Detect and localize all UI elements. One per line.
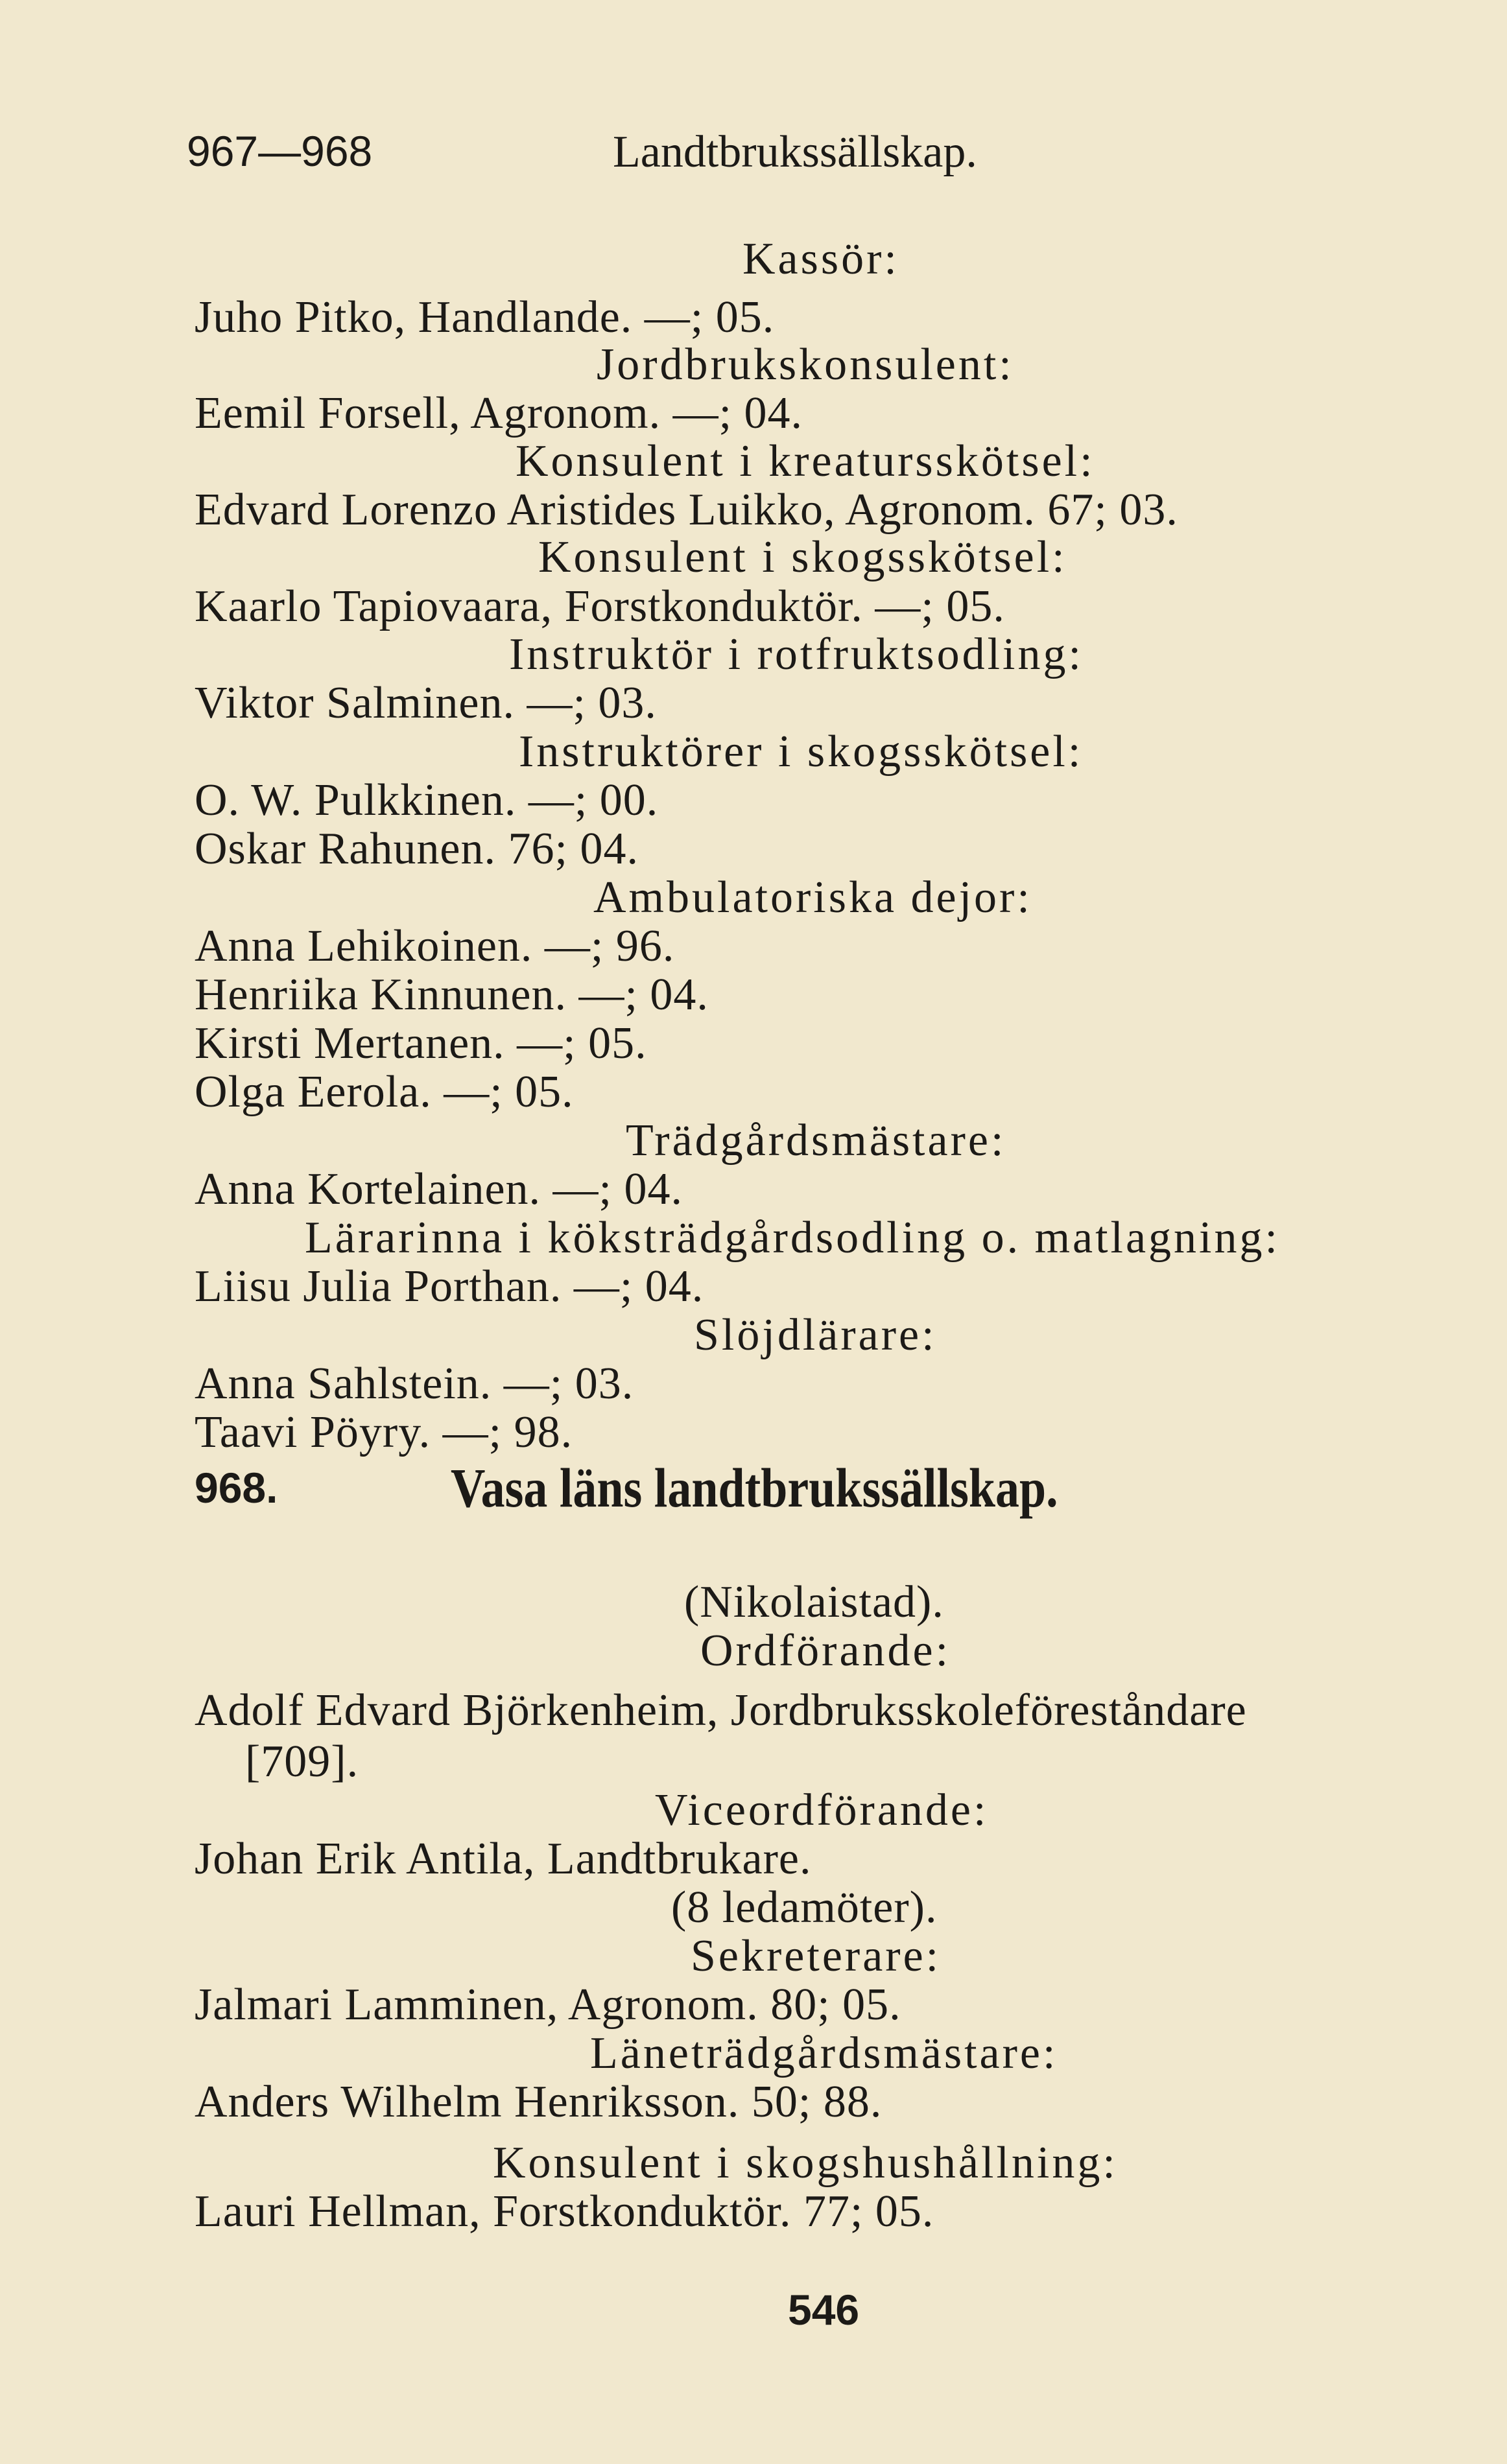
entry-line: Lauri Hellman, Forstkonduktör. 77; 05.: [195, 2187, 934, 2236]
entry-line: Anders Wilhelm Henriksson. 50; 88.: [195, 2077, 883, 2127]
role-heading: Instruktörer i skogsskötsel:: [519, 727, 1084, 777]
entry-line: Oskar Rahunen. 76; 04.: [195, 824, 639, 874]
entry-line-continuation: [709].: [245, 1737, 359, 1787]
role-heading: Lärarinna i köksträdgårdsodling o. matlagning:: [305, 1213, 1280, 1263]
role-heading: Trädgårdsmästare:: [626, 1116, 1006, 1166]
role-heading: Jordbrukskonsulent:: [597, 340, 1014, 390]
page-number: 546: [788, 2286, 860, 2334]
entry-line: Jalmari Lamminen, Agronom. 80; 05.: [195, 1980, 901, 2030]
entry-line: Anna Lehikoinen. —; 96.: [195, 921, 675, 971]
page-header-title: Landtbrukssällskap.: [613, 127, 977, 177]
entry-line: Edvard Lorenzo Aristides Luikko, Agronom. 67; 03.: [195, 485, 1178, 535]
entry-line: Kaarlo Tapiovaara, Forstkonduktör. —; 05.: [195, 581, 1005, 631]
entry-line: Kirsti Mertanen. —; 05.: [195, 1018, 647, 1068]
role-heading: Sekreterare:: [691, 1931, 942, 1981]
entry-line: Anna Kortelainen. —; 04.: [195, 1164, 683, 1214]
location-note: (Nikolaistad).: [684, 1577, 944, 1627]
role-heading: Slöjdlärare:: [694, 1310, 937, 1360]
role-heading: Kassör:: [742, 234, 899, 284]
entry-line: Olga Eerola. —; 05.: [195, 1067, 574, 1117]
entry-line: O. W. Pulkkinen. —; 00.: [195, 775, 659, 825]
role-heading: Viceordförande:: [655, 1785, 989, 1835]
role-heading: Läneträdgårdsmästare:: [590, 2028, 1058, 2078]
section-title: Vasa läns landtbrukssällskap.: [451, 1457, 1058, 1519]
entry-line: Liisu Julia Porthan. —; 04.: [195, 1261, 704, 1311]
entry-line: Anna Sahlstein. —; 03.: [195, 1359, 634, 1409]
role-heading: Ambulatoriska dejor:: [593, 873, 1032, 922]
role-heading: Konsulent i kreatursskötsel:: [516, 436, 1095, 486]
entry-line: Taavi Pöyry. —; 98.: [195, 1407, 573, 1457]
entry-line: Adolf Edvard Björkenheim, Jordbruksskoleföreståndare: [195, 1685, 1247, 1735]
role-heading: Ordförande:: [700, 1626, 951, 1676]
member-count-note: (8 ledamöter).: [671, 1883, 938, 1932]
entry-line: Viktor Salminen. —; 03.: [195, 678, 657, 728]
entry-line: Juho Pitko, Handlande. —; 05.: [195, 292, 775, 342]
entry-line: Johan Erik Antila, Landtbrukare.: [195, 1834, 812, 1884]
entry-line: Henriika Kinnunen. —; 04.: [195, 970, 709, 1020]
role-heading: Instruktör i rotfruktsodling:: [509, 629, 1084, 679]
section-number: 968.: [195, 1464, 278, 1512]
entry-line: Eemil Forsell, Agronom. —; 04.: [195, 388, 803, 438]
role-heading: Konsulent i skogshushållning:: [493, 2138, 1118, 2188]
page-header-range: 967—968: [187, 127, 373, 175]
role-heading: Konsulent i skogsskötsel:: [538, 532, 1067, 582]
